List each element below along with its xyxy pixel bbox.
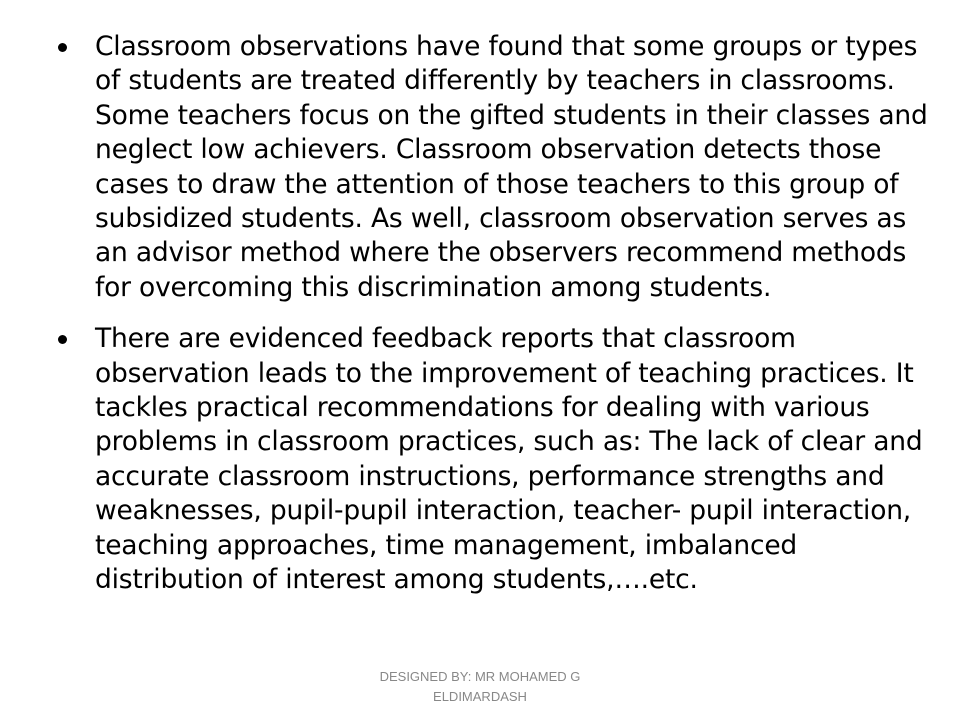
- bullet-dot-icon: [58, 43, 67, 52]
- bullet-text: There are evidenced feedback reports that classroom observation leads to the improvement of teaching practices. It tackles practical recommendations for dealing with various problems in classroom practices, such as: The lack of clear and accurate classroom instructions, performance strengths and weaknesses, pupil-pupil interaction, teacher- pupil interaction, teaching approaches, time management, imbalanced distribution of interest among students,….etc.: [95, 323, 923, 596]
- bullet-text: Classroom observations have found that some groups or types of students are treated differently by teachers in classrooms. Some teachers focus on the gifted students in their classes and neglect low achievers. Classroom observation detects those cases to draw the attention of those teachers to this group of subsidized students. As well, classroom observation serves as an advisor method where the observers recommend methods for overcoming this discrimination among students.: [95, 31, 928, 303]
- slide-footer: DESIGNED BY: MR MOHAMED G ELDIMARDASH: [379, 669, 581, 704]
- bullet-item: [52, 322, 932, 597]
- slide-body: [52, 30, 932, 598]
- bullet-list: [52, 30, 932, 598]
- bullet-dot-icon: [58, 335, 67, 344]
- bullet-item: [52, 30, 932, 305]
